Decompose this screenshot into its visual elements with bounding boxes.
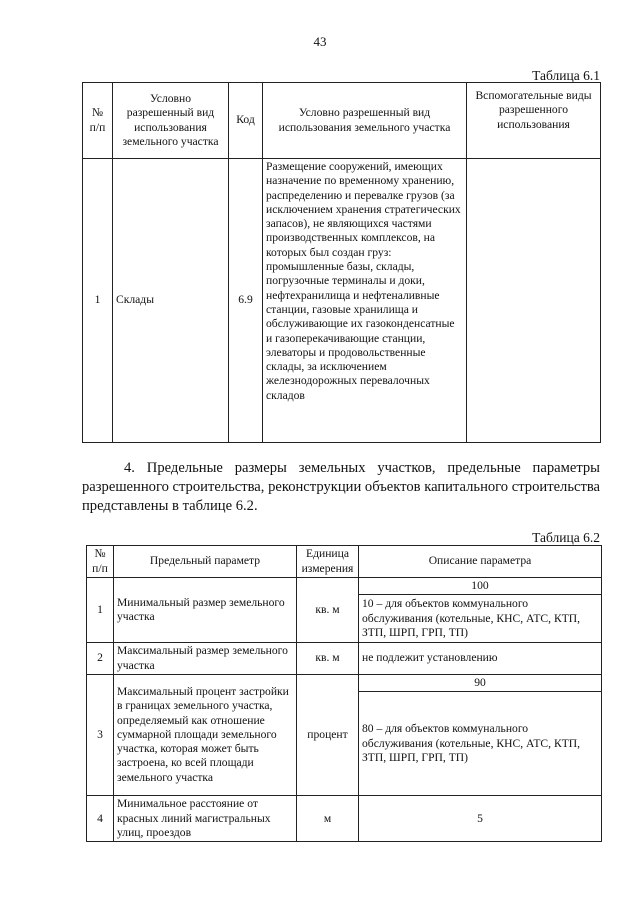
row-num: 2 xyxy=(87,643,114,675)
row-kind: Склады xyxy=(113,159,229,443)
header-num: № п/п xyxy=(83,83,113,159)
row-unit: процент xyxy=(297,674,359,795)
row-desc-top: 90 xyxy=(359,674,602,691)
table-6-1 xyxy=(82,82,601,443)
row-aux xyxy=(467,159,601,443)
row-desc: 5 xyxy=(359,796,602,842)
paragraph-text: 4. Предельные размеры земельных участков, предельные параметры разрешенного строительства, реконструкции объектов капитального строительства представлены в таблице 6.2. xyxy=(82,460,601,514)
row-code: 6.9 xyxy=(229,159,263,443)
row-num: 1 xyxy=(87,578,114,643)
header-num: № п/п xyxy=(87,546,114,578)
row-num: 4 xyxy=(87,796,114,842)
row-desc: не подлежит установлению xyxy=(359,643,602,675)
table-6-1-caption: Таблица 6.1 xyxy=(532,68,600,83)
row-unit: м xyxy=(297,796,359,842)
row-desc-bottom: 80 – для объектов коммунального обслуживания (котельные, КНС, АТС, КТП, ЗТП, ШРП, ГРП, ТП) xyxy=(359,692,602,796)
row-desc: Размещение сооружений, имеющих назначение по временному хранению, распределению и перевалке грузов (за исключением хранения стратегических запасов), не являющихся частями производственных комплексов, на которых был создан груз: промышленные базы, склады, погрузочные терминалы и доки, нефтехранилища и нефтеналивные станции, газовые хранилища и обслуживающие их газоконденсатные и газоперекачивающие станции, элеваторы и продовольственные склады, за исключением железнодорожных перевалочных складов xyxy=(263,159,467,443)
table-row xyxy=(87,578,602,595)
table-row xyxy=(87,643,602,675)
table-row xyxy=(83,159,601,443)
table-6-1-header-row xyxy=(83,83,601,159)
row-param: Максимальный размер земельного участка xyxy=(114,643,297,675)
row-unit: кв. м xyxy=(297,578,359,643)
row-param: Минимальное расстояние от красных линий магистральных улиц, проездов xyxy=(114,796,297,842)
row-unit: кв. м xyxy=(297,643,359,675)
header-aux: Вспомогательные виды разрешенного использования xyxy=(467,83,601,159)
row-num: 1 xyxy=(83,159,113,443)
table-6-2-caption: Таблица 6.2 xyxy=(532,530,600,545)
paragraph xyxy=(82,459,600,516)
header-desc: Условно разрешенный вид использования земельного участка xyxy=(263,83,467,159)
table-row xyxy=(87,674,602,691)
page-number: 43 xyxy=(313,34,327,49)
table-6-2 xyxy=(86,545,602,842)
row-desc-top: 100 xyxy=(359,578,602,595)
row-param: Минимальный размер земельного участка xyxy=(114,578,297,643)
row-num: 3 xyxy=(87,674,114,795)
row-desc-bottom: 10 – для объектов коммунального обслуживания (котельные, КНС, АТС, КТП, ЗТП, ШРП, ГРП, ТП) xyxy=(359,595,602,643)
table-row xyxy=(87,796,602,842)
header-unit: Единица измерения xyxy=(297,546,359,578)
header-param: Предельный параметр xyxy=(114,546,297,578)
header-kind: Условно разрешенный вид использования земельного участка xyxy=(113,83,229,159)
header-desc: Описание параметра xyxy=(359,546,602,578)
table-6-2-header-row xyxy=(87,546,602,578)
header-code: Код xyxy=(229,83,263,159)
row-param: Максимальный процент застройки в границах земельного участка, определяемый как отношение суммарной площади земельного участка, которая может быть застроена, ко всей площади земельного участка xyxy=(114,674,297,795)
